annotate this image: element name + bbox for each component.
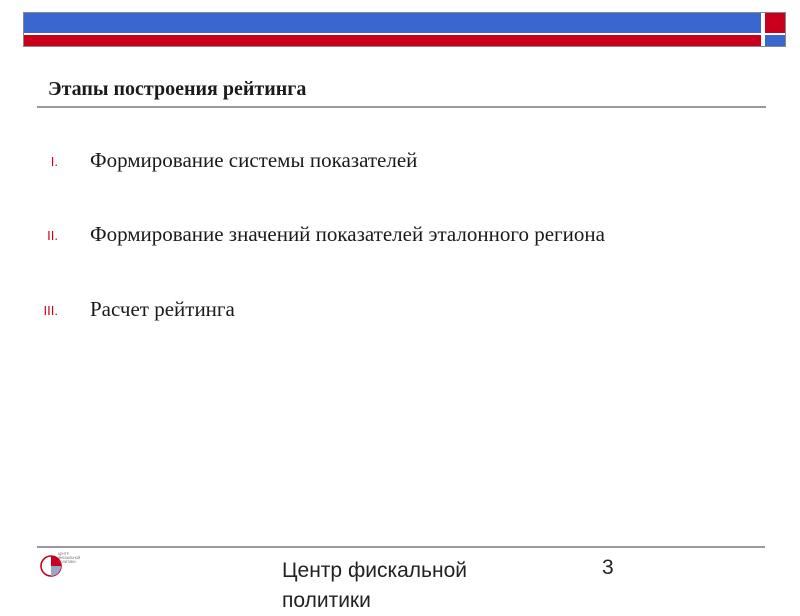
header-blue-bar — [24, 13, 761, 33]
list-item-text: Формирование значений показателей эталонного региона — [90, 222, 605, 246]
logo-text: ЦЕНТР ФИСКАЛЬНОЙ ПОЛИТИКИ — [58, 552, 81, 564]
list-numeral: III. — [43, 303, 58, 318]
list-item-text: Расчет рейтинга — [90, 297, 235, 321]
header-red-bar — [24, 35, 761, 46]
list-item-text: Формирование системы показателей — [90, 148, 418, 172]
list-numeral: I. — [50, 154, 58, 169]
list-item — [0, 148, 800, 178]
footer-organization: Центр фискальной политики — [282, 559, 467, 612]
title-divider — [37, 106, 766, 108]
slide-title: Этапы построения рейтинга — [48, 78, 307, 100]
list-item — [0, 222, 800, 252]
page-number: 3 — [602, 556, 614, 579]
list-item — [0, 297, 800, 327]
header-red-square — [765, 13, 785, 33]
header-blue-square — [765, 35, 785, 46]
list-numeral: II. — [47, 228, 58, 243]
footer-divider — [37, 546, 765, 548]
